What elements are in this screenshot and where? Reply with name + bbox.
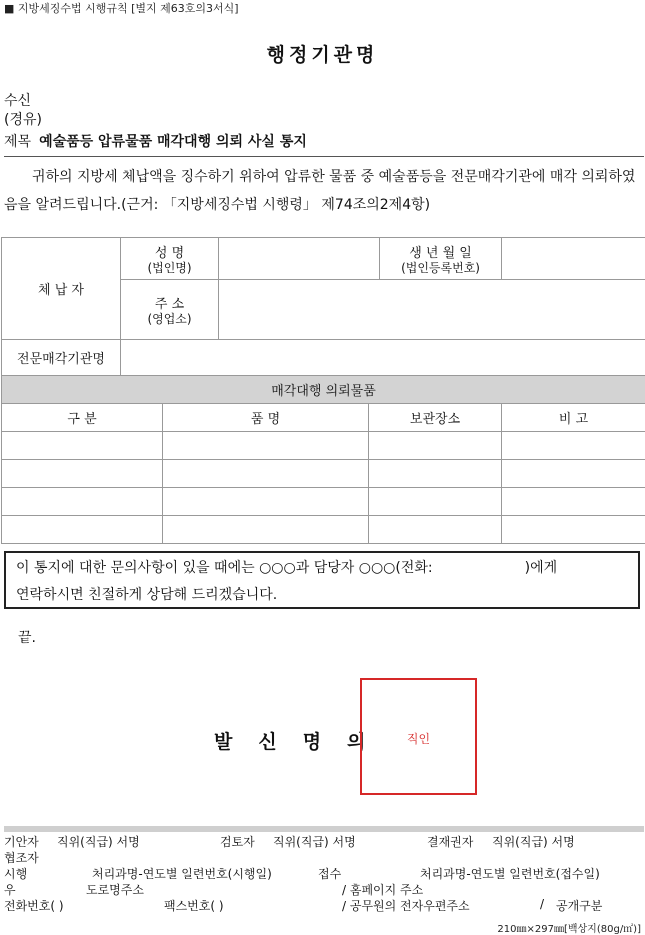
notice-line-1-end: )에게 [524,560,558,576]
birth-label-cell [380,238,502,280]
cell-item-name[interactable] [163,488,369,516]
body-paragraph: 귀하의 지방세 체납액을 징수하기 위하여 압류한 물품 중 예술품등을 전문매각기관에 매각 의뢰하였음을 알려드립니다.(근거: 「지방세징수법 시행령」 제74조의2제4항) [4,169,636,213]
sender-name: 발신명의 [214,731,392,753]
disclosure-separator: / [540,897,545,911]
taxpayer-label: 체 납 자 [2,238,121,340]
col-storage: 보관장소 [369,404,502,432]
address-label: 주 소 [154,297,185,312]
address-value[interactable] [219,280,645,340]
birth-label: 생 년 월 일 [409,246,472,261]
paper-size: 210㎜×297㎜[백상지(80g/㎡)] [497,924,641,935]
agency-label: 전문매각기관명 [2,340,121,376]
page-title: 행정기관명 [266,44,379,66]
name-sub: (법인명) [147,261,192,275]
phone-label: 전화번호( ) [4,899,64,913]
footer-divider [4,826,644,832]
receipt-number: 처리과명-연도별 일련번호(접수일) [420,867,600,881]
body-text [4,163,642,219]
drafter-label: 기안자 [4,835,39,849]
address-sub: (영업소) [147,312,192,326]
birth-sub: (법인등록번호) [401,261,480,275]
col-remarks: 비 고 [502,404,645,432]
table-row [2,460,645,488]
cell-item-name[interactable] [163,432,369,460]
cell-storage[interactable] [369,488,502,516]
official-seal-box [360,678,477,795]
cooperator-label: 협조자 [4,851,39,865]
homepage-label: / 홈페이지 주소 [342,883,424,897]
cell-category[interactable] [2,488,163,516]
cell-category[interactable] [2,460,163,488]
subject-label: 제목 [4,134,32,150]
disclosure-label: 공개구분 [556,899,603,913]
subject-divider [4,156,644,157]
notice-line-2: 연락하시면 친절하게 상담해 드리겠습니다. [16,587,278,603]
inquiry-notice [4,551,640,609]
notice-line-1-text: 이 통지에 대한 문의사항이 있을 때에는 ○○○과 담당자 ○○○(전화: [16,560,433,576]
approver-label: 결재권자 [427,835,474,849]
reviewer-signature: 직위(직급) 서명 [273,835,356,849]
cell-category[interactable] [2,516,163,544]
receipt-label: 접수 [318,867,342,881]
notice-line-1 [16,555,638,582]
cell-item-name[interactable] [163,460,369,488]
subject-line [4,131,307,151]
cell-storage[interactable] [369,432,502,460]
form-header: ■ 지방세징수법 시행규칙 [별지 제63호의3서식] [4,2,239,15]
cell-item-name[interactable] [163,516,369,544]
enforcement-number: 처리과명-연도별 일련번호(시행일) [92,867,272,881]
name-value[interactable] [219,238,380,280]
reviewer-label: 검토자 [220,835,255,849]
recipient-label: 수신 [4,93,32,109]
cell-storage[interactable] [369,516,502,544]
fax-label: 팩스번호( ) [164,899,224,913]
postal-label: 우 [4,883,16,897]
taxpayer-table [1,237,645,544]
table-row [2,516,645,544]
approver-signature: 직위(직급) 서명 [492,835,575,849]
cell-remarks[interactable] [502,488,645,516]
enforcement-label: 시행 [4,867,28,881]
items-header: 매각대행 의뢰물품 [2,376,645,404]
end-mark: 끝. [18,630,36,646]
address-label-cell [121,280,219,340]
cell-storage[interactable] [369,460,502,488]
via-label: (경유) [4,112,42,128]
drafter-signature: 직위(직급) 서명 [57,835,140,849]
email-label: / 공무원의 전자우편주소 [342,899,470,913]
cell-remarks[interactable] [502,460,645,488]
cell-remarks[interactable] [502,516,645,544]
road-address-label: 도로명주소 [86,883,144,897]
name-label: 성 명 [154,246,185,261]
table-row [2,432,645,460]
cell-category[interactable] [2,432,163,460]
seal-label: 직인 [406,732,431,746]
subject-value: 예술품등 압류물품 매각대행 의뢰 사실 통지 [39,134,307,150]
name-label-cell [121,238,219,280]
cell-remarks[interactable] [502,432,645,460]
table-row [2,488,645,516]
birth-value[interactable] [502,238,645,280]
col-item-name: 품 명 [163,404,369,432]
col-category: 구 분 [2,404,163,432]
agency-value[interactable] [121,340,645,376]
